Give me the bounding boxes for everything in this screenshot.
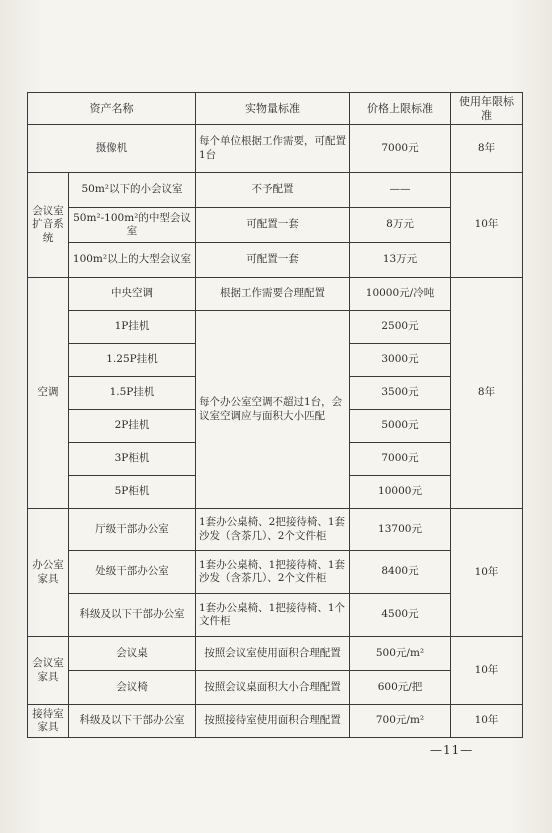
ac-years: 8年	[451, 278, 523, 509]
ac-row-price: 3000元	[350, 344, 451, 377]
office-row-price: 8400元	[350, 551, 451, 594]
page-number: —11—	[430, 743, 474, 757]
sound-row-name: 50m²以下的小会议室	[69, 173, 196, 208]
ac-row-name: 3P柜机	[69, 443, 196, 476]
ac-row-name: 5P柜机	[69, 476, 196, 509]
ac-row-name: 2P挂机	[69, 410, 196, 443]
office-row-name: 厅级干部办公室	[69, 509, 196, 551]
meeting-row-name: 会议桌	[69, 637, 196, 671]
office-row-standard: 1套办公桌椅、1把接待椅、1个文件柜	[196, 594, 350, 637]
reception-row-price: 700元/m²	[350, 705, 451, 738]
conference-sound-category: 会议室扩音系统	[28, 173, 69, 278]
camera-years: 8年	[451, 125, 523, 173]
reception-row-standard: 按照接待室使用面积合理配置	[196, 705, 350, 738]
table-row	[28, 594, 523, 637]
meeting-row-name: 会议椅	[69, 671, 196, 705]
conference-sound-years: 10年	[451, 173, 523, 278]
ac-row-price: 10000元	[350, 476, 451, 509]
sound-row-standard: 不予配置	[196, 173, 350, 208]
sound-row-name: 100m²以上的大型会议室	[69, 243, 196, 278]
ac-row-name: 中央空调	[69, 278, 196, 311]
table-row	[28, 311, 523, 344]
reception-furniture-years: 10年	[451, 705, 523, 738]
office-furniture-years: 10年	[451, 509, 523, 637]
ac-row-price: 5000元	[350, 410, 451, 443]
office-row-standard: 1套办公桌椅、2把接待椅、1套沙发（含茶几）、2个文件柜	[196, 509, 350, 551]
table-row	[28, 208, 523, 243]
meeting-row-price: 500元/m²	[350, 637, 451, 671]
reception-row-name: 科级及以下干部办公室	[69, 705, 196, 738]
header-asset-name: 资产名称	[28, 93, 196, 125]
ac-row-name: 1.5P挂机	[69, 377, 196, 410]
ac-row-price: 2500元	[350, 311, 451, 344]
meeting-row-standard: 按照会议桌面积大小合理配置	[196, 671, 350, 705]
header-price-limit: 价格上限标准	[350, 93, 451, 125]
office-furniture-category: 办公室家具	[28, 509, 69, 637]
sound-row-standard: 可配置一套	[196, 208, 350, 243]
meeting-furniture-category: 会议室家具	[28, 637, 69, 705]
table-row	[28, 551, 523, 594]
ac-row-price: 10000元/冷吨	[350, 278, 451, 311]
ac-row-price: 7000元	[350, 443, 451, 476]
table-row	[28, 125, 523, 173]
asset-standards-table	[27, 92, 523, 738]
ac-row-name: 1P挂机	[69, 311, 196, 344]
table-row	[28, 671, 523, 705]
ac-row-name: 1.25P挂机	[69, 344, 196, 377]
meeting-furniture-years: 10年	[451, 637, 523, 705]
ac-shared-standard: 每个办公室空调不超过1台，会议室空调应与面积大小匹配	[196, 311, 350, 509]
meeting-row-price: 600元/把	[350, 671, 451, 705]
camera-price: 7000元	[350, 125, 451, 173]
sound-row-name: 50m²-100m²的中型会议室	[69, 208, 196, 243]
table-row	[28, 637, 523, 671]
table-row	[28, 173, 523, 208]
table-row	[28, 278, 523, 311]
office-row-name: 处级干部办公室	[69, 551, 196, 594]
camera-name: 摄像机	[28, 125, 196, 173]
ac-central-standard: 根据工作需要合理配置	[196, 278, 350, 311]
office-row-name: 科级及以下干部办公室	[69, 594, 196, 637]
header-row	[28, 93, 523, 125]
office-row-price: 13700元	[350, 509, 451, 551]
table-row	[28, 509, 523, 551]
reception-furniture-category: 接待室家具	[28, 705, 69, 738]
header-service-years: 使用年限标准	[451, 93, 523, 125]
camera-standard: 每个单位根据工作需要，可配置1台	[196, 125, 350, 173]
ac-row-price: 3500元	[350, 377, 451, 410]
sound-row-standard: 可配置一套	[196, 243, 350, 278]
table-row	[28, 243, 523, 278]
ac-category: 空调	[28, 278, 69, 509]
meeting-row-standard: 按照会议室使用面积合理配置	[196, 637, 350, 671]
sound-row-price: 13万元	[350, 243, 451, 278]
sound-row-price: 8万元	[350, 208, 451, 243]
office-row-standard: 1套办公桌椅、1把接待椅、1套沙发（含茶几）、2个文件柜	[196, 551, 350, 594]
header-quantity-standard: 实物量标准	[196, 93, 350, 125]
office-row-price: 4500元	[350, 594, 451, 637]
table-row	[28, 705, 523, 738]
sound-row-price: ——	[350, 173, 451, 208]
